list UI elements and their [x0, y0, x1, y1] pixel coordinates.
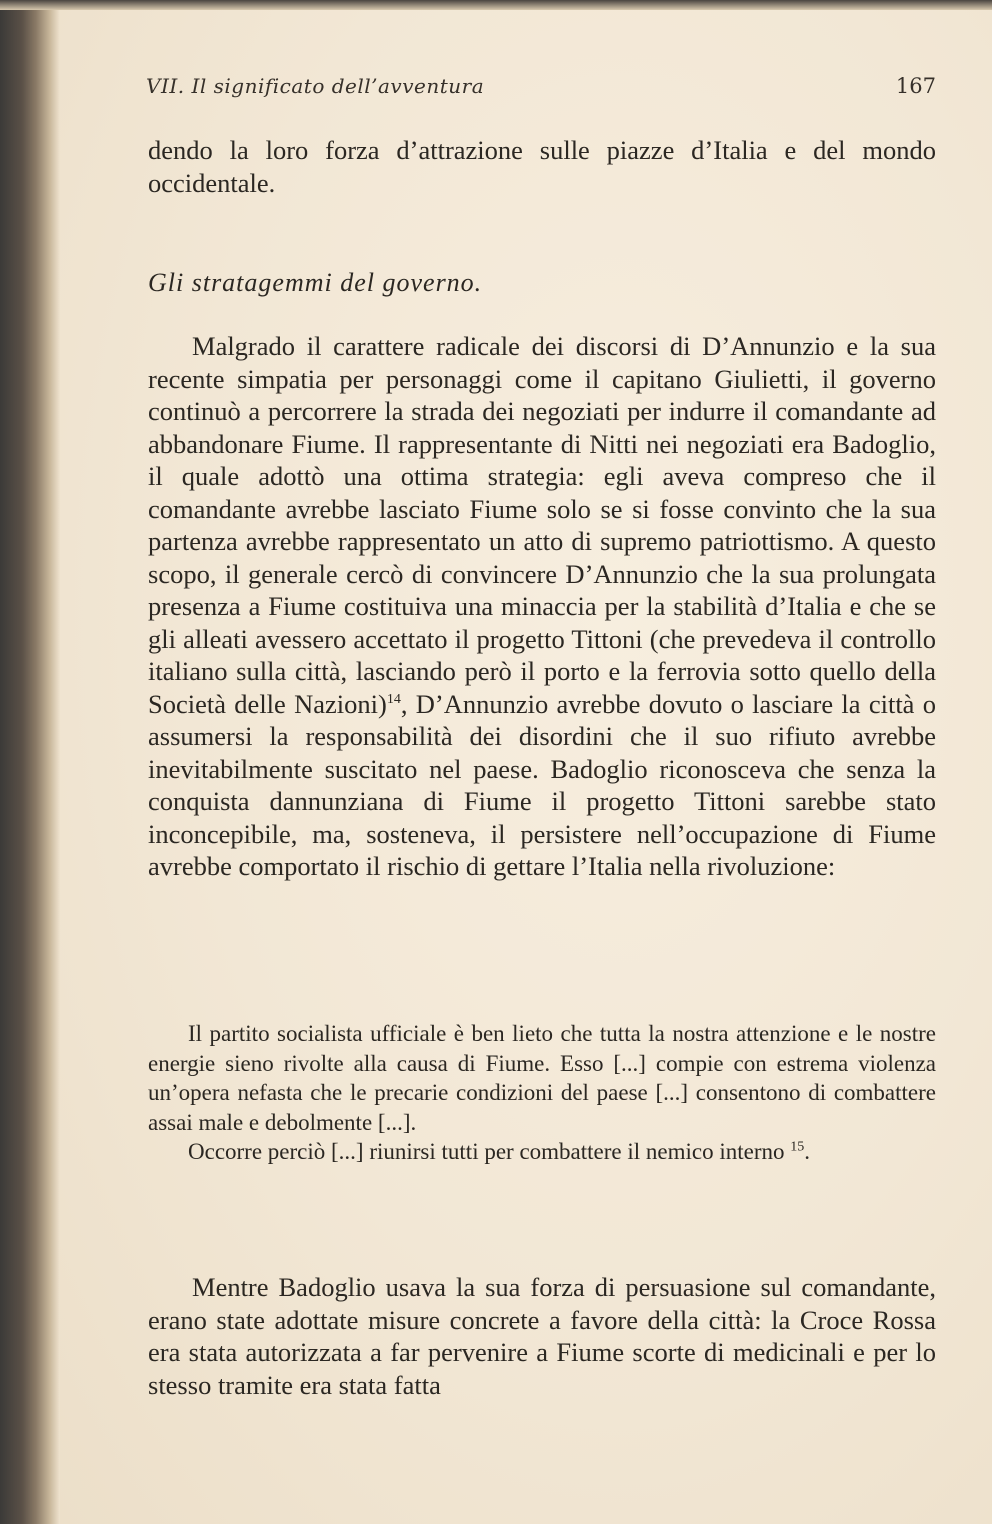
block-quote: [148, 1019, 936, 1167]
scan-top-edge: [0, 0, 992, 10]
quote-paragraph-1: Il partito socialista ufficiale è ben lieto che tutta la nostra attenzione e le nostre energie sieno rivolte alla causa di Fiume. Esso [...] compie con estrema violenza un’opera nefasta che le precarie condizioni del paese [...] consentono di combattere assai male e debolmente [...].: [148, 1021, 936, 1135]
page-number: 167: [895, 74, 936, 98]
footnote-ref-14: 14: [386, 691, 401, 707]
body-paragraph-1-text: Malgrado il carattere radicale dei discorsi di D’Annunzio e la sua recente simpatia per personaggi come il capitano Giulietti, il governo continuò a percorrere la strada dei negoziati per indurre il comandante ad abbandonare Fiume. Il rappresentante di Nitti nei negoziati era Badoglio, il quale adottò una ottima strategia: egli aveva compreso che il comandante avrebbe lasciato Fiume solo se si fosse convinto che la sua partenza avrebbe rappresentato un atto di supremo patriottismo. A questo scopo, il generale cercò di convincere D’Annunzio che la sua prolungata presenza a Fiume costituiva una minaccia per la stabilità d’Italia e che se gli alleati avessero accettato il progetto Tittoni (che prevedeva il controllo italiano sulla città, lasciando però il porto e la ferrovia sotto quello della Società delle Nazioni): [148, 331, 936, 719]
body-paragraph-1-continuation: , D’Annunzio avrebbe dovuto o lasciare la città o assumersi la responsabilità dei disordini che il suo rifiuto avrebbe inevitabilmente suscitato nel paese. Badoglio riconosceva che senza la conquista dannunziana di Fiume il progetto Tittoni sarebbe stato inconcepibile, ma, sosteneva, il persistere nell’occupazione di Fiume avrebbe comportato il rischio di gettare l’Italia nella rivoluzione:: [148, 688, 936, 881]
body-paragraph-2-text: Mentre Badoglio usava la sua forza di persuasione sul comandante, erano state adottate misure concrete a favore della città: la Croce Rossa era stata autorizzata a far pervenire a Fiume scorte di medicinali e per lo stesso tramite era stata fatta: [148, 1272, 936, 1400]
running-head: VII. Il significato dell’avventura: [146, 74, 485, 98]
body-paragraph-1: [148, 330, 936, 883]
section-title: Gli stratagemmi del governo.: [148, 268, 483, 297]
opening-paragraph-text: dendo la loro forza d’attrazione sulle piazze d’Italia e del mondo occidentale.: [148, 135, 936, 198]
quote-paragraph-2-end: .: [804, 1139, 810, 1164]
opening-paragraph: [148, 134, 936, 199]
quote-paragraph-2: Occorre perciò [...] riunirsi tutti per combattere il nemico interno: [188, 1139, 785, 1164]
scan-binding-edge: [0, 0, 60, 1524]
footnote-ref-15: 15: [790, 1139, 805, 1155]
body-paragraph-2: [148, 1271, 936, 1401]
